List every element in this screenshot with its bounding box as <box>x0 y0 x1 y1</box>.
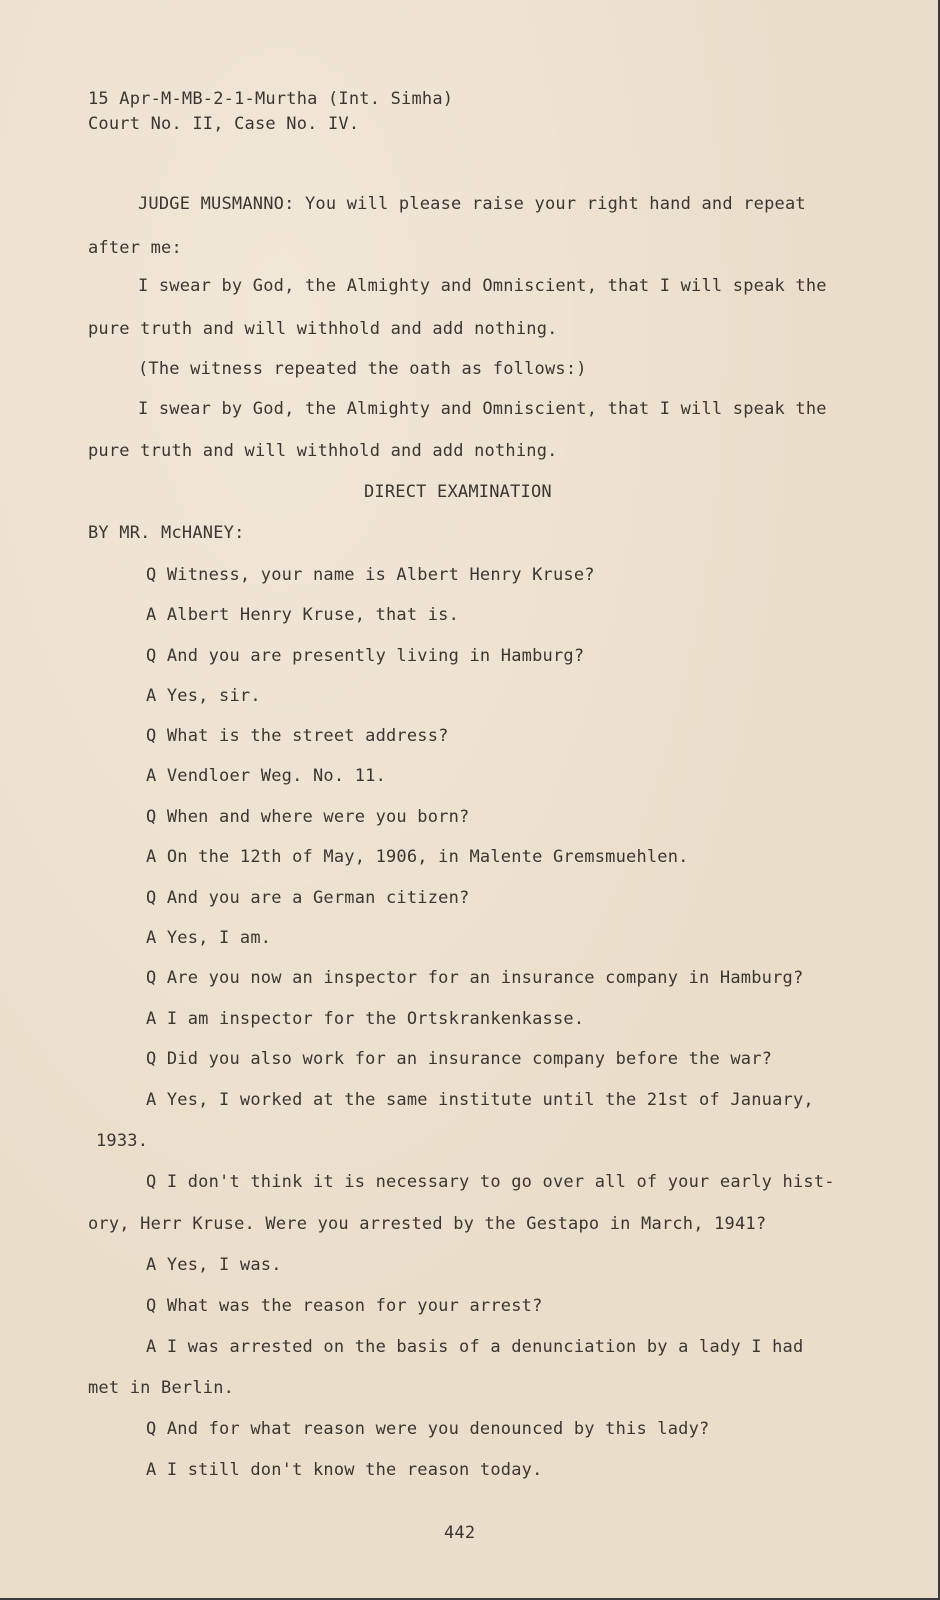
transcript-line: (The witness repeated the oath as follows:) <box>138 359 587 379</box>
case-header-line-1: 15 Apr-M-MB-2-1-Murtha (Int. Simha) <box>88 89 454 109</box>
transcript-line: Q When and where were you born? <box>146 807 470 827</box>
transcript-line: A Albert Henry Kruse, that is. <box>146 605 460 625</box>
transcript-line: pure truth and will withhold and add nothing. <box>88 319 558 339</box>
transcript-line: Q What is the street address? <box>146 726 449 746</box>
transcript-line: A On the 12th of May, 1906, in Malente Gremsmuehlen. <box>146 847 689 867</box>
transcript-line: A Vendloer Weg. No. 11. <box>146 766 387 786</box>
page-number: 442 <box>444 1523 476 1543</box>
transcript-line: A Yes, I am. <box>146 928 272 948</box>
transcript-line: 1933. <box>96 1131 149 1151</box>
case-header-line-2: Court No. II, Case No. IV. <box>88 114 360 134</box>
transcript-line: pure truth and will withhold and add nothing. <box>88 441 558 461</box>
transcript-line: A I am inspector for the Ortskrankenkasse. <box>146 1009 585 1029</box>
transcript-line: I swear by God, the Almighty and Omniscient, that I will speak the <box>138 276 827 296</box>
transcript-line: Q And you are a German citizen? <box>146 888 470 908</box>
transcript-line: A I still don't know the reason today. <box>146 1460 543 1480</box>
transcript-line: Q Are you now an inspector for an insurance company in Hamburg? <box>146 968 804 988</box>
transcript-line: A I was arrested on the basis of a denunciation by a lady I had <box>146 1337 804 1357</box>
transcript-line: I swear by God, the Almighty and Omniscient, that I will speak the <box>138 399 827 419</box>
transcript-line: A Yes, I worked at the same institute until the 21st of January, <box>146 1090 814 1110</box>
transcript-line: A Yes, sir. <box>146 686 261 706</box>
transcript-line: met in Berlin. <box>88 1378 235 1398</box>
transcript-line: after me: <box>88 238 182 258</box>
transcript-line: Q What was the reason for your arrest? <box>146 1296 543 1316</box>
transcript-line: JUDGE MUSMANNO: You will please raise your right hand and repeat <box>138 194 806 214</box>
transcript-line: A Yes, I was. <box>146 1255 282 1275</box>
transcript-line: Q And for what reason were you denounced by this lady? <box>146 1419 710 1439</box>
transcript-line: Q Witness, your name is Albert Henry Kruse? <box>146 565 595 585</box>
section-heading: DIRECT EXAMINATION <box>364 482 552 502</box>
transcript-line: Q I don't think it is necessary to go over all of your early hist- <box>146 1172 835 1192</box>
transcript-line: ory, Herr Kruse. Were you arrested by the Gestapo in March, 1941? <box>88 1214 767 1234</box>
transcript-line: Q And you are presently living in Hamburg? <box>146 646 585 666</box>
examiner-label: BY MR. McHANEY: <box>88 523 245 543</box>
transcript-line: Q Did you also work for an insurance company before the war? <box>146 1049 773 1069</box>
